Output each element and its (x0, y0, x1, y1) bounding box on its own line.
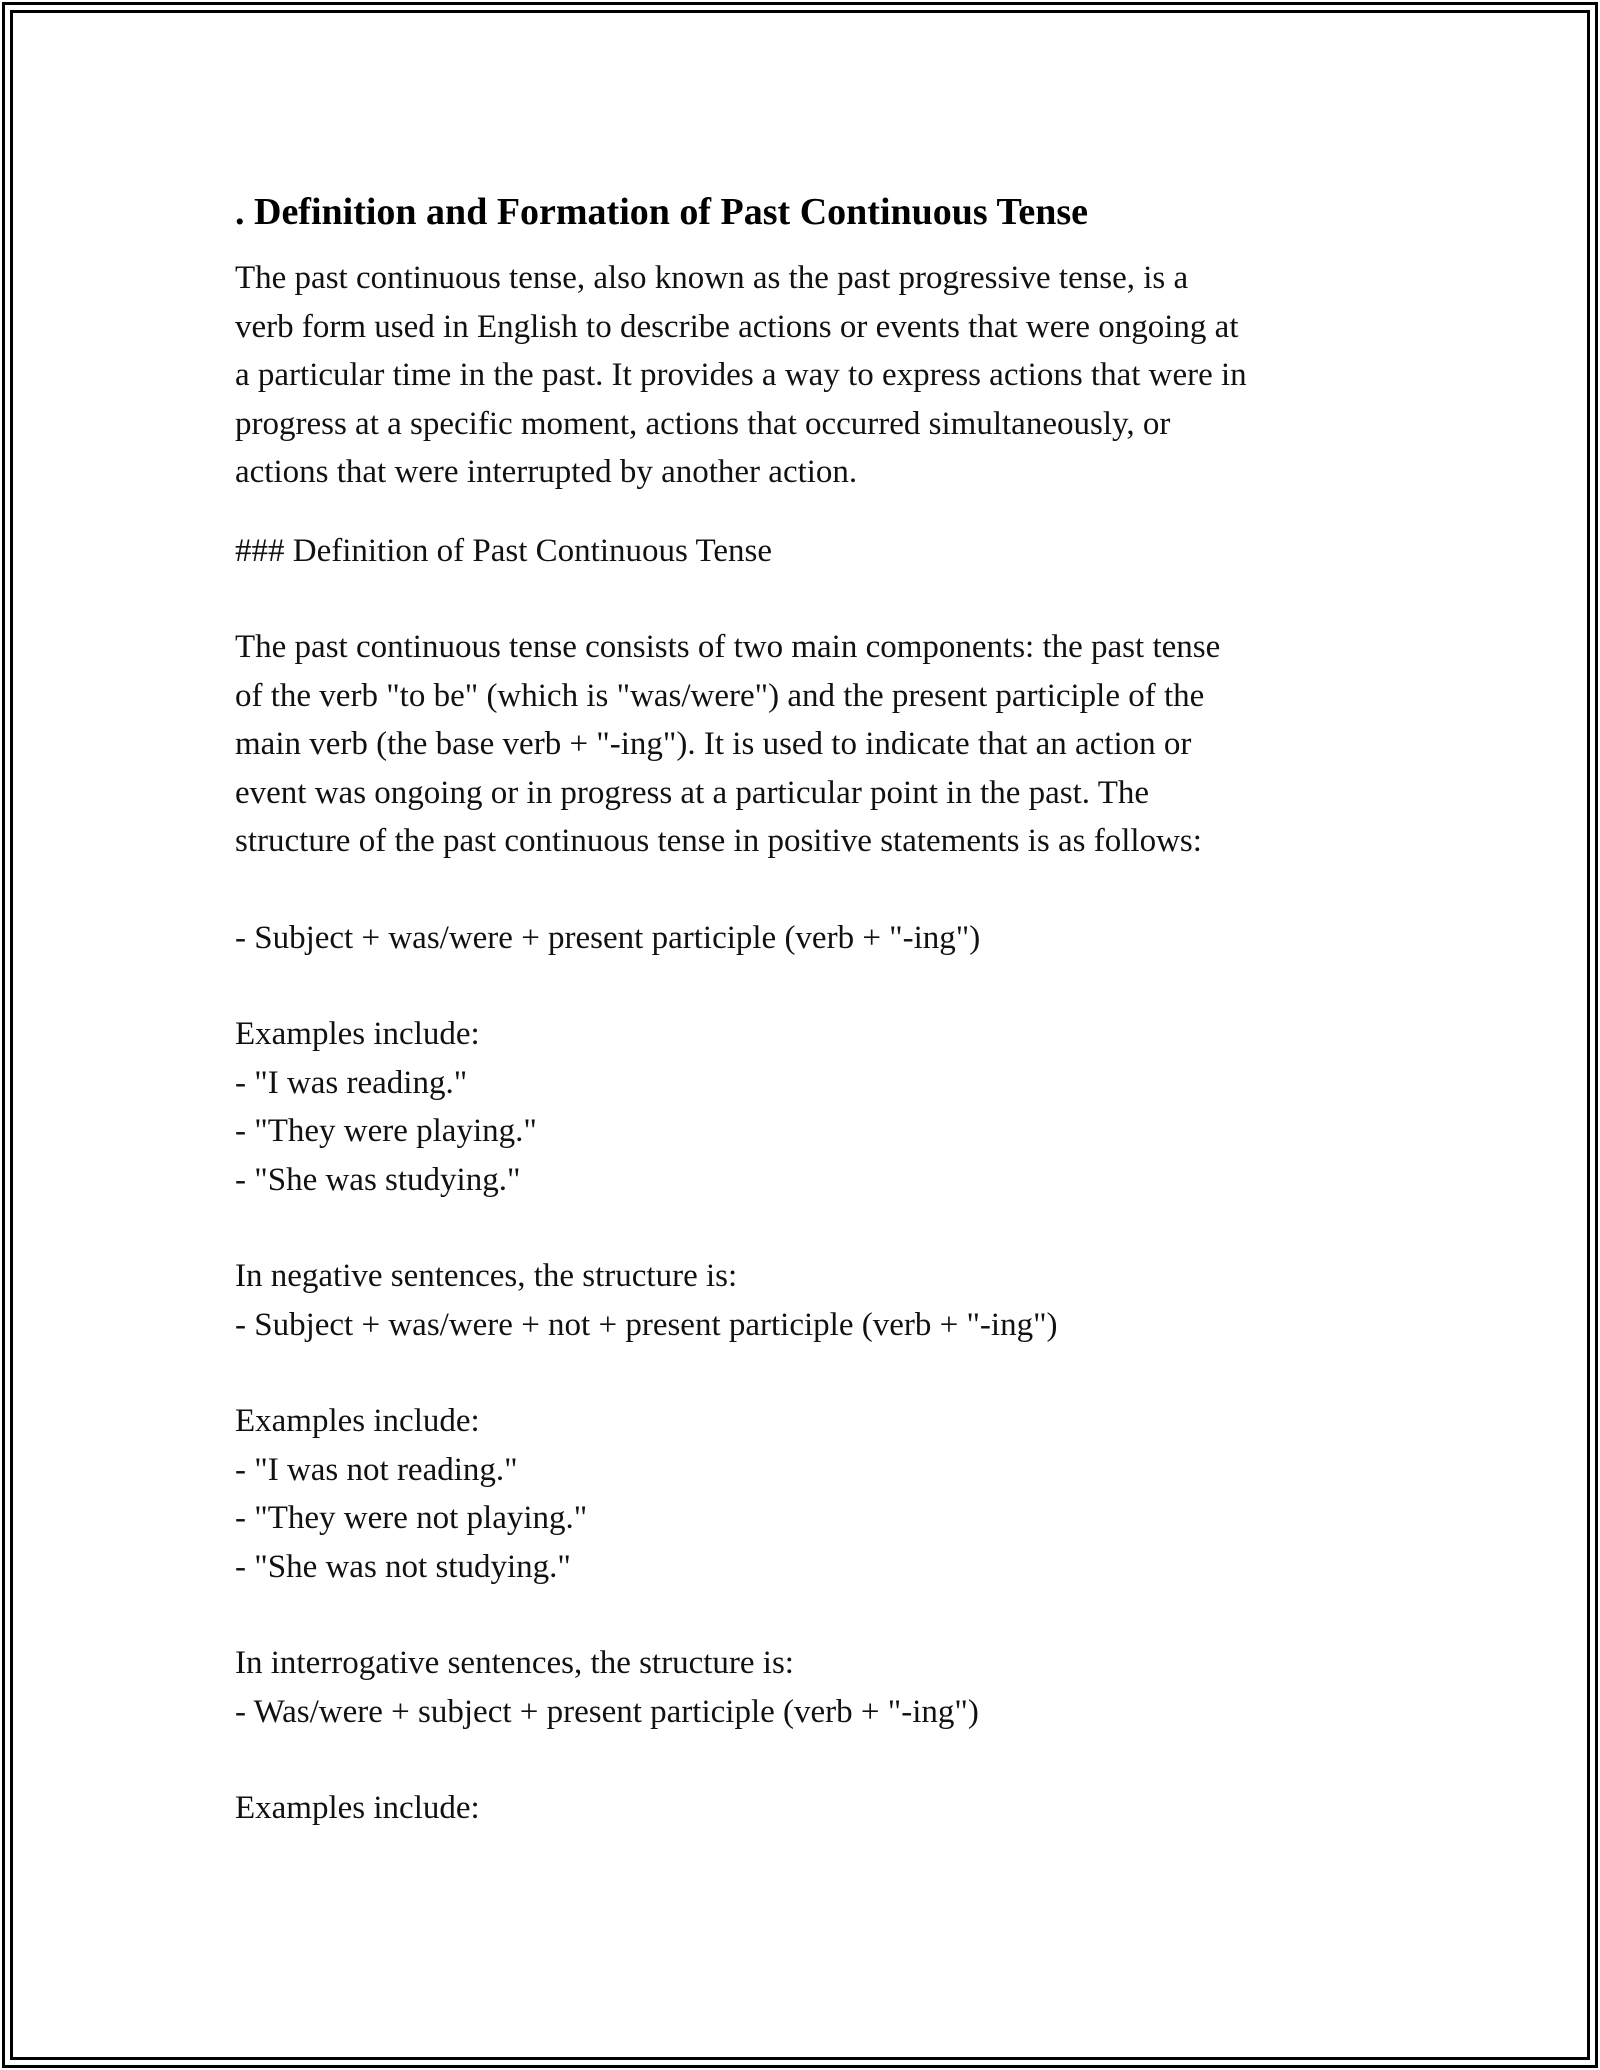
text-line: structure of the past continuous tense in positive statements is as follows: (235, 823, 1202, 859)
example-item: - "They were not playing." (235, 1500, 588, 1536)
text-line: a particular time in the past. It provides a way to express actions that were in (235, 357, 1247, 393)
example-item: - "I was reading." (235, 1064, 468, 1101)
interrogative-examples (235, 1784, 1375, 1833)
example-item: - "They were playing." (235, 1113, 537, 1149)
examples-label: Examples include: (235, 1016, 480, 1052)
positive-structure: - Subject + was/were + present participle (verb + "-ing") (235, 919, 981, 956)
intro-paragraph (235, 254, 1375, 497)
example-item: - "She was not studying." (235, 1548, 571, 1585)
text-line: of the verb "to be" (which is "was/were") and the present participle of the (235, 677, 1205, 714)
example-item: - "She was studying." (235, 1161, 521, 1198)
text-line: main verb (the base verb + "-ing"). It is used to indicate that an action or (235, 726, 1192, 762)
negative-intro: In negative sentences, the structure is: (235, 1258, 738, 1294)
example-item: - "I was not reading." (235, 1451, 518, 1488)
negative-examples (235, 1397, 1375, 1591)
text-line: verb form used in English to describe actions or events that were ongoing at (235, 308, 1239, 345)
document-body (235, 186, 1375, 1833)
negative-section (235, 1252, 1375, 1349)
text-line: event was ongoing or in progress at a particular point in the past. The (235, 774, 1149, 811)
section-heading: . Definition and Formation of Past Continuous Tense (235, 191, 1089, 233)
positive-examples (235, 1010, 1375, 1204)
text-line: actions that were interrupted by another action. (235, 454, 858, 490)
negative-structure: - Subject + was/were + not + present participle (verb + "-ing") (235, 1306, 1058, 1343)
interrogative-structure: - Was/were + subject + present participle (verb + "-ing") (235, 1693, 979, 1730)
text-line: The past continuous tense, also known as the past progressive tense, is a (235, 260, 1189, 296)
definition-subheading: ### Definition of Past Continuous Tense (235, 532, 772, 569)
examples-label: Examples include: (235, 1790, 480, 1826)
components-paragraph (235, 623, 1375, 866)
interrogative-section (235, 1639, 1375, 1736)
text-line: The past continuous tense consists of two main components: the past tense (235, 629, 1221, 665)
examples-label: Examples include: (235, 1403, 480, 1439)
interrogative-intro: In interrogative sentences, the structure is: (235, 1645, 794, 1681)
text-line: progress at a specific moment, actions that occurred simultaneously, or (235, 405, 1171, 442)
